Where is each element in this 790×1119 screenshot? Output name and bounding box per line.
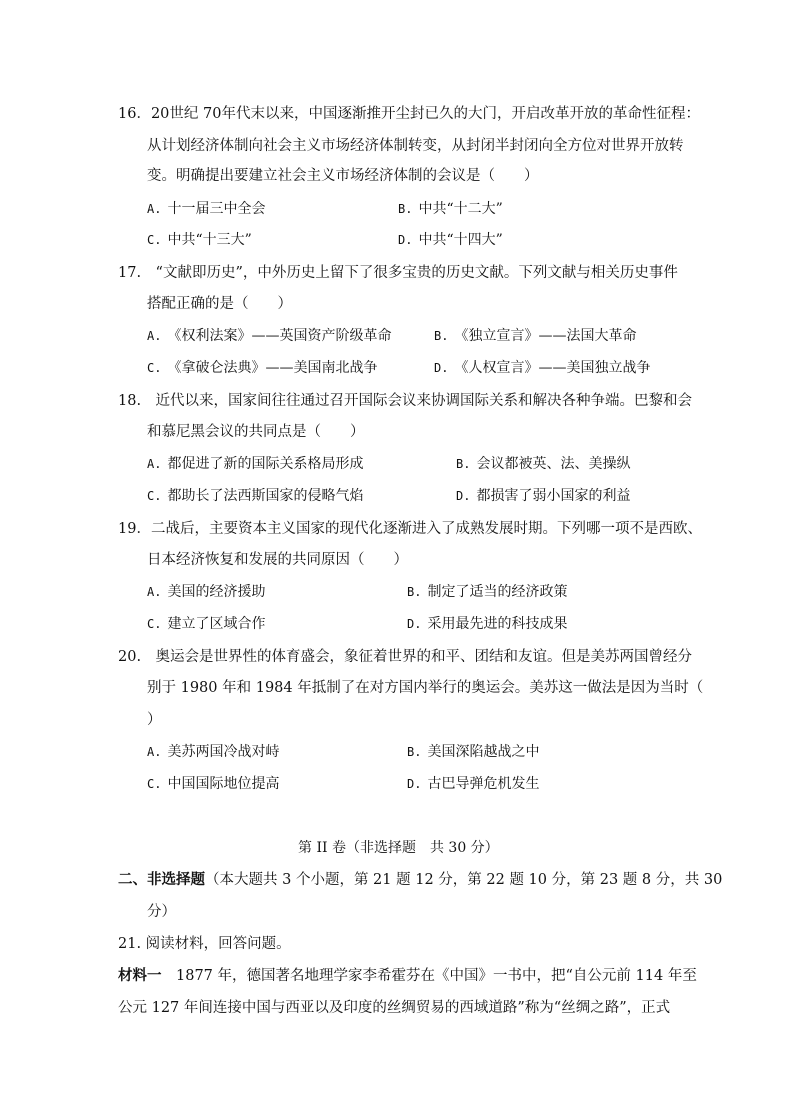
option-a: A. 十一届三中全会 [147,201,266,217]
question-21-stem: 21. 阅读材料，回答问题。 [118,936,291,952]
option-b: B. 美国深陷越战之中 [407,744,540,760]
question-stem-line: 20. 奥运会是世界性的体育盛会，象征着世界的和平、团结和友谊。但是美苏两国曾经分 [118,649,693,665]
option-b: B. 《独立宣言》——法国大革命 [434,328,637,344]
option-c: C. 中共“十三大” [147,232,252,248]
question-stem-line: 搭配正确的是（ ） [147,296,292,312]
section-heading: 二、非选择题 [118,871,205,888]
question-stem-line: 变。明确提出要建立社会主义市场经济体制的会议是（ ） [147,168,539,184]
option-c: C. 中国国际地位提高 [147,776,280,792]
question-stem-line: 17. “文献即历史”，中外历史上留下了很多宝贵的历史文献。下列文献与相关历史事件 [118,265,678,281]
option-d: D. 《人权宣言》——美国独立战争 [434,360,651,376]
question-stem-line: 别于 1980 年和 1984 年抵制了在对方国内举行的奥运会。美苏这一做法是因为当时（ [147,680,704,696]
option-c: C. 建立了区域合作 [147,616,266,632]
section-heading-line [118,870,722,890]
section-description: （本大题共 3 个小题，第 21 题 12 分，第 22 题 10 分，第 23 题 8 分，共 30 [205,872,723,888]
option-b: B. 制定了适当的经济政策 [407,584,568,600]
option-a: A. 《权利法案》——英国资产阶级革命 [147,328,392,344]
option-d: D. 采用最先进的科技成果 [407,616,568,632]
option-b: B. 中共“十二大” [398,201,503,217]
option-a: A. 美国的经济援助 [147,584,266,600]
option-d: D. 都损害了弱小国家的利益 [456,488,631,504]
option-a: A. 都促进了新的国际关系格局形成 [147,456,364,472]
material-line [118,966,697,986]
option-a: A. 美苏两国冷战对峙 [147,744,280,760]
material-text: 1877 年，德国著名地理学家李希霍芬在《中国》一书中，把“自公元前 114 年至 [161,968,697,984]
section-description-cont: 分） [147,904,176,920]
option-c: C. 《拿破仑法典》——美国南北战争 [147,360,378,376]
option-d: D. 中共“十四大” [398,232,503,248]
material-label: 材料一 [118,967,162,984]
question-stem-line: 日本经济恢复和发展的共同原因（ ） [147,552,408,568]
question-stem-line: 和慕尼黑会议的共同点是（ ） [147,424,365,440]
question-stem-line: 18. 近代以来，国家间往往通过召开国际会议来协调国际关系和解决各种争端。巴黎和会 [118,393,693,409]
material-line-2: 公元 127 年间连接中国与西亚以及印度的丝绸贸易的西域道路”称为“丝绸之路”，正式 [118,1000,671,1016]
option-d: D. 古巴导弹危机发生 [407,776,540,792]
option-c: C. 都助长了法西斯国家的侵略气焰 [147,488,364,504]
section-title: 第 II 卷（非选择题 共 30 分） [298,840,499,856]
question-stem-line: 从计划经济体制向社会主义市场经济体制转变，从封闭半封闭向全方位对世界开放转 [147,138,684,154]
question-stem-line: ） [147,712,162,728]
option-b: B. 会议都被英、法、美操纵 [456,456,631,472]
question-stem-line: 19．二战后，主要资本主义国家的现代化逐渐进入了成熟发展时期。下列哪一项不是西欧、 [118,521,702,537]
question-stem-line: 16．20世纪 70年代末以来，中国逐渐推开尘封已久的大门，开启改革开放的革命性征程： [118,106,700,122]
